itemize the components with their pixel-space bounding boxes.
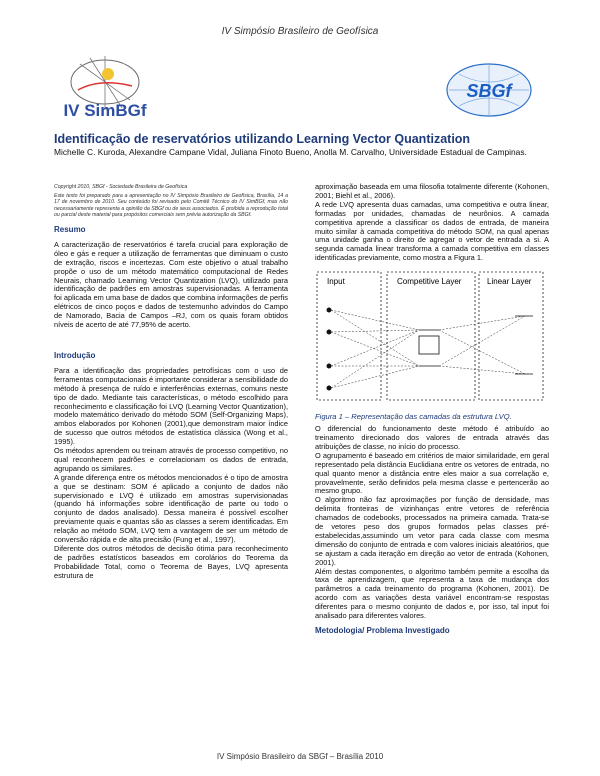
page-footer: IV Simpósio Brasileiro da SBGf – Brasília 2010 xyxy=(216,752,384,761)
introducao-heading: Introdução xyxy=(54,350,96,360)
copyright-notice xyxy=(54,184,288,218)
copyright-line: Copyright 2010, SBGf - Sociedade Brasileira de Geofísica xyxy=(54,184,188,190)
input-box xyxy=(317,272,381,400)
right-paragraph-1: aproximação baseada em uma filosofia totalmente diferente (Kohonen, 2001; Biehl et al., 2006). xyxy=(315,182,549,200)
page-header: IV Simpósio Brasileiro de Geofísica xyxy=(221,26,379,37)
input-label: Input xyxy=(327,277,345,287)
connections xyxy=(331,310,525,388)
sbgf-logo xyxy=(444,62,534,118)
right-paragraph-5: O algoritmo não faz aproximações por função de densidade, mas delimita fronteiras de vizinhanças entre vetores de referência chamados de codebooks, processados na primeira camada. Trata-se de vetores peso dos grupos formados pelas classes pré-estabelecidas,assumindo um vetor para cada classe com mesma dimensão do conjunto de entrada e com valores iniciais aleatórios, que se ajustam a cada iteração em direção ao vetor de entrada (Kohonen, 2001). xyxy=(315,495,549,567)
right-paragraph-2: A rede LVQ apresenta duas camadas, uma competitiva e outra linear, formadas por unidades, chamadas de neurônios. A camada competitiva aprende a classificar os dados de entrada, de maneira muito similar à camada competitiva do método SOM, na qual apenas uma unidade ganha o direito de agregar o vetor de entrada a si. A segunda camada linear transforma a camada competitiva em classes identificadas previamente, como mostra a Figura 1. xyxy=(315,199,549,263)
right-column xyxy=(315,183,549,642)
resumo-text: A caracterização de reservatórios é tarefa crucial para exploração de óleo e gás e requer a utilização de ferramentas que diminuam o custo de extração, riscos e incertezas. Com este objetivo o atual trabalho propõe o uso de um método matemático computacional de Redes Neurais, chamado Learning Vector Quantization (LVQ), utilizado para identificação de padrões em amostras supervisionadas. A ferramenta foi aplicada em uma base de dados que combina informações de perfis elétricos de cinco poços e dados de testemunho advindos do Campo de Namorado, Bacia de Campos –RJ, com os quais foram obtidos níveis de acerto de até 77,95% de acerto. xyxy=(54,239,288,330)
intro-paragraph-2: Os métodos aprendem ou treinam através de processo competitivo, no qual reconhecem padrões e correlacionam os dados de entrada, agrupando os similares. xyxy=(54,446,288,473)
figure-caption: Figura 1 – Representação das camadas da estrutura LVQ. xyxy=(315,412,512,422)
intro-paragraph-4: Diferente dos outros métodos de decisão ótima para reconhecimento de padrões estatísticos baseados em corolários do Teorema da Probabilidade Total, como o Teorema de Bayes, LVQ apresenta estrutura de xyxy=(54,544,288,580)
competitive-label: Competitive Layer xyxy=(397,277,462,287)
svg-text:SBGf: SBGf xyxy=(466,81,512,101)
linear-box xyxy=(479,272,543,400)
paper-authors: Michelle C. Kuroda, Alexandre Campane Vidal, Juliana Finoto Bueno, Anolla M. Carvalho, Universidade Estadual de Campinas. xyxy=(54,147,527,157)
competitive-node xyxy=(419,336,439,354)
metodologia-heading: Metodologia/ Problema Investigado xyxy=(315,626,450,635)
left-column xyxy=(54,184,288,581)
simbgf-logo xyxy=(60,50,150,130)
intro-paragraph-3: A grande diferença entre os métodos mencionados é o tipo de amostra a que se destinam: SOM é aplicado a conjunto de dados não supervisionado e LVQ é utilizado em amostras supervisionadas (quando há informações sobre identificação de parte ou todo o conjunto de dados analisado). Dessa maneira é possível escolher previamente quais e quantas são as classes a serem identificadas. Em relação ao método SOM, LVQ tem a vantagem de ser um método de conversão rápida e de alta precisão (Fung et al., 1997). xyxy=(54,472,288,545)
right-paragraph-3: O diferencial do funcionamento deste método é atribuído ao treinamento direcionado dos valores de entrada através das atribuições de classe, no início do processo. xyxy=(315,424,549,451)
svg-text:IV SimBGf: IV SimBGf xyxy=(63,101,147,120)
paper-title: Identificação de reservatórios utilizando Learning Vector Quantization xyxy=(54,132,471,146)
resumo-heading: Resumo xyxy=(54,225,86,235)
disclaimer-text: Este texto foi preparado para a apresentação no IV Simpósio Brasileiro de Geofísica, Brasília, 14 a 17 de novembro de 2010. Seu conteúdo foi revisado pelo Comitê Técnico do IV SimBGf, mas não necessariamente representa a opinião da SBGf ou de seus associados. É proibida a reprodução total ou parcial deste material para propósitos comerciais sem prévia autorização da SBGf. xyxy=(54,193,288,218)
intro-paragraph-1: Para a identificação das propriedades petrofísicas com o uso de ferramentas computacionais é importante considerar a sensibilidade do método à presença de ruído e interferências externas, comuns neste tipo de dado. Mediante tais características, o método escolhido para reconhecimento e classificação foi LVQ (Learning Vector Quantization), modelo matemático derivado do método SOM (Self-Organizing Maps), ambos elaborados por Kohonen (2001),que demonstram maior índice de sucesso que outros métodos de estatística clássica (Wong et al., 1995). xyxy=(54,365,288,447)
lvq-layers-figure xyxy=(315,270,545,405)
input-nodes xyxy=(327,308,332,391)
right-paragraph-6: Além destas componentes, o algoritmo também permite a escolha da taxa de aprendizagem, que representa a taxa de mudança dos parâmetros a cada treinamento do programa (Kohonen, 2001). De acordo com as variações desta variável encontram-se respostas diferentes para o mesmo conjunto de dados e, por isso, tal input foi analisado para diferentes valores. xyxy=(315,566,549,621)
right-paragraph-4: O agrupamento é baseado em critérios de maior similaridade, em geral representado pela distância Euclidiana entre os vetores de entrada, no qual quanto menor a distância entre eles maior a sua correlação e, provavelmente, serão definidos pela mesma classe e pertencerão ao mesmo grupo. xyxy=(315,450,549,496)
linear-label: Linear Layer xyxy=(487,277,532,287)
